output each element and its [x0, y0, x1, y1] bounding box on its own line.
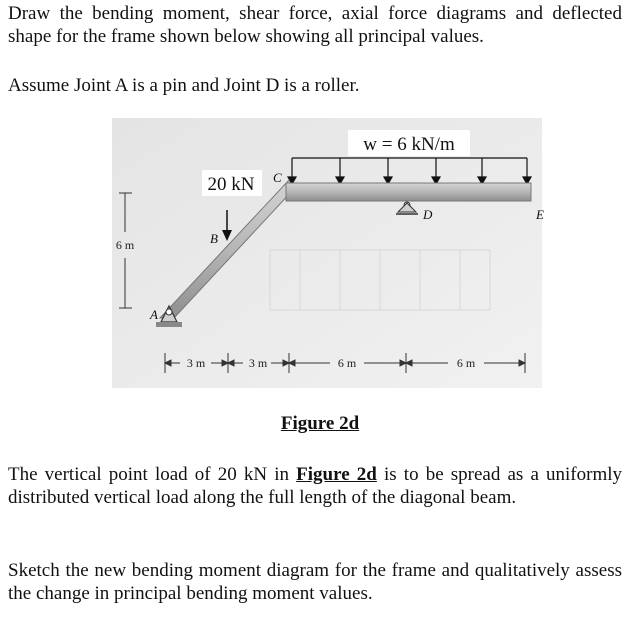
p1-before: The vertical point load of 20 kN in	[8, 464, 290, 485]
joint-label-d: D	[423, 207, 433, 222]
dim-seg1-label: 3 m	[186, 356, 206, 370]
question-paragraph-2: Sketch the new bending moment diagram for the frame and qualitatively assess the change in principal bending moment values.	[8, 560, 622, 604]
question-paragraph-1	[8, 463, 622, 509]
dim-seg4-label: 6 m	[456, 356, 476, 370]
problem-intro: Draw the bending moment, shear force, axial force diagrams and deflected shape for the frame shown below showing all principal values.	[8, 3, 622, 47]
point-load-label: 20 kN	[207, 174, 255, 195]
joint-label-a: A	[150, 307, 158, 322]
figure-caption: Figure 2d	[280, 413, 360, 434]
height-dim-label: 6 m	[115, 238, 135, 252]
horizontal-member	[286, 183, 531, 201]
p1-after: is to be spread as a uniformly distributed vertical load along the full length of the diagonal beam.	[8, 464, 623, 508]
figure-reference: Figure 2d	[296, 464, 377, 485]
joint-label-e: E	[536, 207, 544, 222]
joint-label-b: B	[210, 231, 218, 246]
joint-label-c: C	[273, 170, 282, 185]
dim-seg2-label: 3 m	[248, 356, 268, 370]
dim-seg3-label: 6 m	[337, 356, 357, 370]
assumption-text: Assume Joint A is a pin and Joint D is a roller.	[8, 75, 360, 96]
udl-label: w = 6 kN/m	[363, 134, 455, 155]
